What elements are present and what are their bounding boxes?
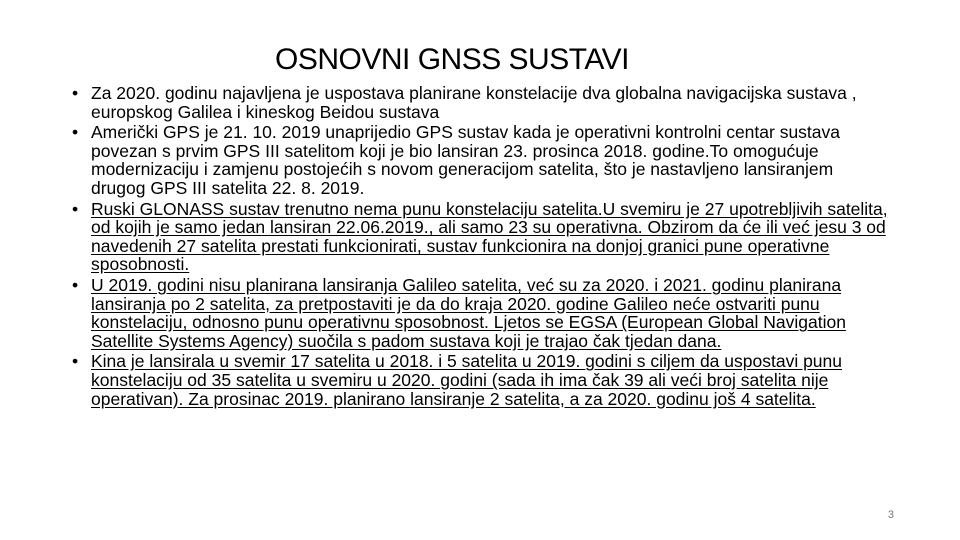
bullet-item xyxy=(72,123,892,197)
bullet-item xyxy=(72,84,892,121)
bullet-item xyxy=(72,352,892,408)
bullet-item xyxy=(72,276,892,350)
bullet-text: U 2019. godini nisu planirana lansiranja Galileo satelita, već su za 2020. i 2021. godinu planirana lansiranja po 2 satelita, za pretpostaviti je da do kraja 2020. godine Galileo neće ostvariti punu konstelaciju, odnosno punu operativnu sposobnost. Ljetos se EGSA (European Global Navigation Satellite Systems Agency) suočila s padom sustava koji je trajao čak tjedan dana. xyxy=(91,274,846,351)
bullet-text: Kina je lansirala u svemir 17 satelita u 2018. i 5 satelita u 2019. godini s ciljem da uspostavi punu konstelaciju od 35 satelita u svemiru u 2020. godini (sada ih ima čak 39 ali veći broj satelita nije operativan). Za prosinac 2019. planirano lansiranje 2 satelita, a za 2020. godinu još 4 satelita. xyxy=(91,351,842,409)
slide-title: OSNOVNI GNSS SUSTAVI xyxy=(275,43,629,76)
page-number: 3 xyxy=(887,509,894,521)
bullet-point-icon: • xyxy=(72,198,79,219)
bullet-point-icon: • xyxy=(72,122,79,143)
bullet-text: Američki GPS je 21. 10. 2019 unaprijedio GPS sustav kada je operativni kontrolni centar sustava povezan s prvim GPS III satelitom koji je bio lansiran 23. prosinca 2018. godine.To omogućuje modernizaciju i zamjenu postojećih s novom generacijom satelita, što je nastavljeno lansiranjem drugog GPS III satelita 22. 8. 2019. xyxy=(91,122,841,198)
bullet-point-icon: • xyxy=(72,274,79,295)
bullet-item xyxy=(72,200,892,274)
bullet-text: Za 2020. godinu najavljena je uspostava planirane konstelacije dva globalna navigacijska sustava , europskog Galilea i kineskog Beidou sustava xyxy=(91,83,857,122)
bullet-point-icon: • xyxy=(72,83,79,103)
bullet-text: Ruski GLONASS sustav trenutno nema punu konstelaciju satelita.U svemiru je 27 upotrebljivih satelita, od kojih je samo jedan lansiran 22.06.2019., ali samo 23 su operativna. Obzirom da će ili već jesu 3 od navedenih 27 satelita prestati funkcionirati, sustav funkcionira na donjoj granici pune operativne sposobnosti. xyxy=(91,198,888,275)
bullet-point-icon: • xyxy=(72,351,79,372)
bullet-list xyxy=(72,84,892,410)
